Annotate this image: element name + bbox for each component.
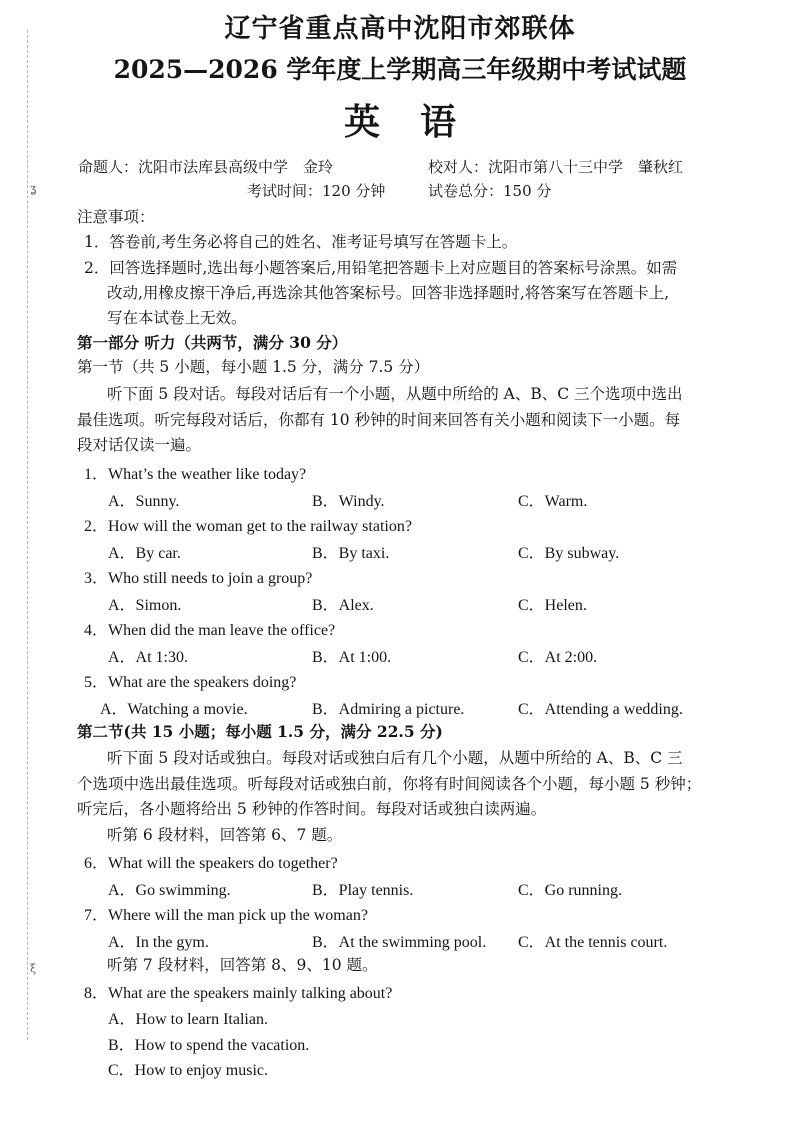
option-b: B．At 1:00. bbox=[312, 649, 392, 666]
option-a: A．Go swimming. bbox=[108, 882, 231, 899]
note-item-cont: 写在本试卷上无效。 bbox=[107, 309, 247, 327]
question-stem: 3．Who still needs to join a group? bbox=[84, 570, 313, 587]
option-a: A．Simon. bbox=[108, 597, 182, 614]
exam-time: 考试时间：120 分钟 bbox=[247, 182, 386, 200]
proofreader-info: 校对人：沈阳市第八十三中学 肇秋红 bbox=[428, 158, 684, 176]
note-item: 2．回答选择题时,选出每小题答案后,用铅笔把答题卡上对应题目的答案标号涂黑。如需 bbox=[84, 259, 678, 277]
option-b: B．Alex. bbox=[312, 597, 374, 614]
section2-heading: 第二节(共 15 小题；每小题 1.5 分，满分 22.5 分) bbox=[77, 722, 443, 741]
option-b: B．By taxi. bbox=[312, 545, 390, 562]
exam-name-title: 2025—2026 学年度上学期高三年级期中考试试题 bbox=[113, 55, 687, 84]
option-c: C．Warm. bbox=[518, 493, 588, 510]
question-stem: 8．What are the speakers mainly talking about? bbox=[84, 985, 393, 1002]
option-b: B．Windy. bbox=[312, 493, 385, 510]
option-c: C．By subway. bbox=[518, 545, 620, 562]
option-a: A．At 1:30. bbox=[108, 649, 189, 666]
option-c: C．Attending a wedding. bbox=[518, 701, 683, 718]
option-b: B．How to spend the vacation. bbox=[108, 1037, 310, 1054]
section1-instructions: 听下面 5 段对话。每段对话后有一个小题，从题中所给的 A、B、C 三个选项中选出 bbox=[107, 385, 683, 403]
option-c: C．How to enjoy music. bbox=[108, 1062, 268, 1079]
question-stem: 1．What’s the weather like today? bbox=[84, 466, 307, 483]
option-c: C．Helen. bbox=[518, 597, 587, 614]
material-note: 听第 6 段材料，回答第 6、7 题。 bbox=[107, 826, 343, 844]
question-stem: 6．What will the speakers do together? bbox=[84, 855, 338, 872]
option-b: B．Admiring a picture. bbox=[312, 701, 465, 718]
subject-char: 语 bbox=[420, 101, 457, 143]
option-c: C．At the tennis court. bbox=[518, 934, 668, 951]
total-score: 试卷总分：150 分 bbox=[428, 182, 552, 200]
binding-line bbox=[27, 30, 28, 1040]
subject-title bbox=[0, 94, 800, 145]
option-a: A．Watching a movie. bbox=[100, 701, 248, 718]
exam-organizer-title: 辽宁省重点高中沈阳市郊联体 bbox=[224, 14, 576, 44]
note-item-cont: 改动,用橡皮擦干净后,再选涂其他答案标号。回答非选择题时,将答案写在答题卡上, bbox=[107, 284, 670, 302]
section2-instructions: 听完后，各小题将给出 5 秒钟的作答时间。每段对话或独白读两遍。 bbox=[77, 800, 547, 818]
material-note: 听第 7 段材料，回答第 8、9、10 题。 bbox=[107, 956, 378, 974]
question-stem: 2．How will the woman get to the railway station? bbox=[84, 518, 412, 535]
section2-instructions: 个选项中选出最佳选项。听每段对话或独白前，你将有时间阅读各个小题，每小题 5 秒钟； bbox=[77, 775, 702, 793]
option-b: B．Play tennis. bbox=[312, 882, 414, 899]
option-a: A．By car. bbox=[108, 545, 181, 562]
section1-instructions: 最佳选项。听完每段对话后，你都有 10 秒钟的时间来回答有关小题和阅读下一小题。每 bbox=[77, 411, 681, 429]
binding-mark: ξ bbox=[30, 962, 37, 975]
binding-mark: ʓ bbox=[30, 182, 37, 195]
option-c: C．Go running. bbox=[518, 882, 623, 899]
question-stem: 4．When did the man leave the office? bbox=[84, 622, 336, 639]
notes-heading: 注意事项： bbox=[77, 208, 155, 226]
section2-instructions: 听下面 5 段对话或独白。每段对话或独白后有几个小题，从题中所给的 A、B、C 三 bbox=[107, 749, 683, 767]
part1-heading: 第一部分 听力（共两节，满分 30 分） bbox=[77, 333, 348, 352]
note-item: 1．答卷前,考生务必将自己的姓名、准考证号填写在答题卡上。 bbox=[84, 233, 518, 251]
option-b: B．At the swimming pool. bbox=[312, 934, 487, 951]
question-stem: 5．What are the speakers doing? bbox=[84, 674, 297, 691]
question-stem: 7．Where will the man pick up the woman? bbox=[84, 907, 368, 924]
option-c: C．At 2:00. bbox=[518, 649, 598, 666]
option-a: A．Sunny. bbox=[108, 493, 180, 510]
subject-char: 英 bbox=[343, 101, 380, 143]
section1-heading: 第一节（共 5 小题，每小题 1.5 分，满分 7.5 分） bbox=[77, 358, 430, 376]
option-a: A．How to learn Italian. bbox=[108, 1011, 268, 1028]
option-a: A．In the gym. bbox=[108, 934, 209, 951]
author-info: 命题人：沈阳市法库县高级中学 金玲 bbox=[78, 158, 334, 176]
section1-instructions: 段对话仅读一遍。 bbox=[77, 436, 202, 454]
